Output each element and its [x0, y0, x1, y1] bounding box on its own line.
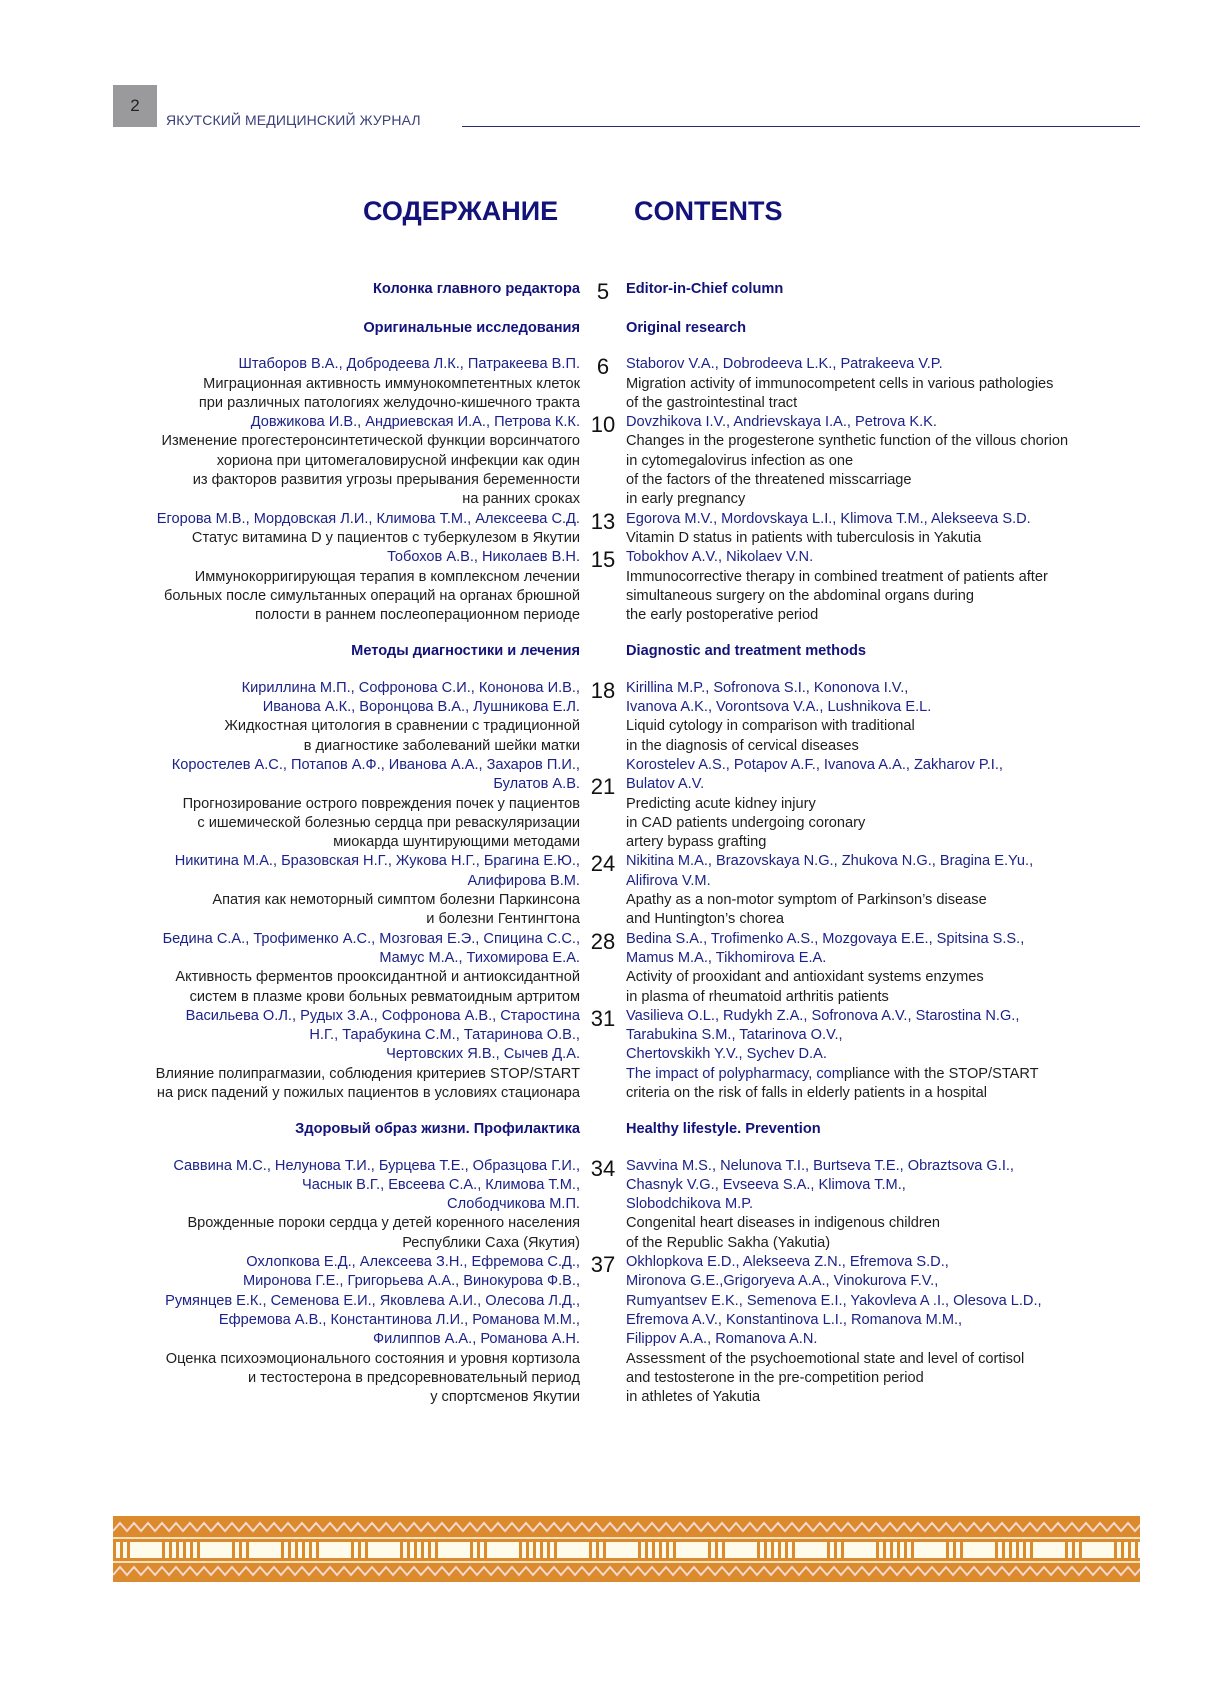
entry-title-en[interactable]: Vitamin D status in patients with tuberculosis in Yakutia	[626, 529, 982, 546]
entry-authors-en[interactable]: Ivanova A.K., Vorontsova V.A., Lushnikova E.L.	[626, 699, 932, 716]
ornament-bar	[533, 1542, 536, 1558]
ornament-bar	[470, 1542, 473, 1558]
page-ref: 31	[590, 1005, 616, 1031]
toc-section	[0, 319, 1208, 625]
toc-entry[interactable]	[0, 413, 1208, 509]
ornament-bar	[120, 1542, 123, 1558]
page-ref: 34	[590, 1155, 616, 1181]
ornament-bar	[400, 1542, 403, 1558]
entry-title-en[interactable]: Assessment of the psychoemotional state and level of cortisol	[626, 1350, 1025, 1367]
ornament-bar	[876, 1542, 879, 1558]
entry-title-ru[interactable]: и болезни Гентингтона	[426, 911, 580, 928]
entry-authors-en[interactable]: Slobodchikova M.P.	[626, 1196, 754, 1213]
toc-entry[interactable]	[0, 1157, 1208, 1253]
entry-title-ru[interactable]: хориона при цитомегаловирусной инфекции как один	[216, 452, 580, 469]
ornament-bar	[841, 1542, 844, 1558]
ornament-bar	[162, 1542, 165, 1558]
entry-title-ru[interactable]: при различных патологиях желудочно-кишечного тракта	[198, 394, 580, 411]
entry-title-en[interactable]: Predicting acute kidney injury	[626, 795, 816, 812]
entry-title-en[interactable]: the early postoperative period	[626, 607, 819, 624]
entry-title-en[interactable]	[626, 1065, 1186, 1084]
entry-title-en[interactable]: of the factors of the threatened misscarriage	[626, 472, 912, 489]
ornament-bar	[246, 1542, 249, 1558]
entry-title-ru[interactable]: Иммунокорригирующая терапия в комплексном лечении	[194, 568, 580, 585]
ornament-bar	[764, 1542, 767, 1558]
entry-authors-en[interactable]: Egorova M.V., Mordovskaya L.I., Klimova T.M., Alekseeva S.D.	[626, 510, 1031, 527]
entry-title-en[interactable]: in CAD patients undergoing coronary	[626, 814, 866, 831]
entry-authors-en[interactable]: Nikitina M.A., Brazovskaya N.G., Zhukova N.G., Bragina E.Yu.,	[626, 853, 1034, 870]
entry-title-en[interactable]: simultaneous surgery on the abdominal organs during	[626, 587, 975, 604]
entry-authors-en[interactable]: Bulatov A.V.	[626, 776, 705, 793]
toc-entry[interactable]	[0, 852, 1208, 929]
ornament-bar	[904, 1542, 907, 1558]
entry-authors-ru[interactable]: Булатов А.В.	[493, 776, 580, 793]
ornament-bar	[1079, 1542, 1082, 1558]
entry-title-en[interactable]: criteria on the risk of falls in elderly patients in a hospital	[626, 1084, 987, 1101]
entry-authors-en[interactable]: Chertovskikh Y.V., Sychev D.A.	[626, 1046, 827, 1063]
page-ref: 37	[590, 1252, 616, 1278]
ornament-bar	[295, 1542, 298, 1558]
ornament-bar	[792, 1542, 795, 1558]
ornament-bar	[883, 1542, 886, 1558]
entry-title-ru[interactable]: полости в раннем послеоперационном периоде	[254, 607, 580, 624]
toc-entry[interactable]	[0, 1007, 1208, 1103]
entry-authors-ru[interactable]: Ефремова А.В., Константинова Л.И., Романова М.М.,	[218, 1311, 580, 1328]
entry-title-en[interactable]: Activity of prooxidant and antioxidant systems enzymes	[626, 969, 984, 986]
entry-authors-en[interactable]: Savvina M.S., Nelunova T.I., Burtseva T.E., Obraztsova G.I.,	[626, 1157, 1014, 1174]
entry-title-ru[interactable]: Активность ферментов прооксидантной и антиоксидантной	[175, 969, 580, 986]
ornament-bar	[302, 1542, 305, 1558]
entry-title-ru[interactable]: систем в плазме крови больных ревматоидным артритом	[189, 988, 580, 1005]
toc-entry[interactable]	[0, 756, 1208, 852]
section-heading-en: Diagnostic and treatment methods	[626, 643, 867, 660]
ornament-bar	[652, 1542, 655, 1558]
entry-title-en-blue-part[interactable]: The impact of polypharmacy, com	[626, 1065, 844, 1082]
entry-authors-en[interactable]: Tarabukina S.M., Tatarinova O.V.,	[626, 1027, 843, 1044]
ornament-bar	[778, 1542, 781, 1558]
ornament-bar	[946, 1542, 949, 1558]
entry-title-ru[interactable]: Жидкостная цитология в сравнении с традиционной	[224, 718, 580, 735]
ornament-bar	[785, 1542, 788, 1558]
entry-title-en[interactable]: in plasma of rheumatoid arthritis patients	[626, 988, 889, 1005]
entry-title-ru[interactable]: Апатия как немоторный симптом болезни Паркинсона	[212, 892, 580, 909]
entry-title-ru[interactable]: в диагностике заболеваний шейки матки	[303, 737, 580, 754]
entry-authors-ru[interactable]: Егорова М.В., Мордовская Л.И., Климова Т.М., Алексеева С.Д.	[156, 510, 580, 527]
entry-title-en[interactable]: of the Republic Sakha (Yakutia)	[626, 1234, 831, 1251]
entry-title-ru[interactable]: и тестостерона в предсоревновательный период	[247, 1369, 580, 1386]
ornament-bar	[715, 1542, 718, 1558]
page-ref: 21	[590, 774, 616, 800]
ornament-bar	[771, 1542, 774, 1558]
entry-authors-ru[interactable]: Васильева О.Л., Рудых З.А., Софронова А.В., Старостина	[185, 1007, 580, 1024]
section-heading-ru: Здоровый образ жизни. Профилактика	[295, 1121, 580, 1138]
ornament-bar	[197, 1542, 200, 1558]
ornament-bar	[127, 1542, 130, 1558]
entry-title-ru[interactable]: на ранних сроках	[462, 491, 580, 508]
entry-title-en-dark-part[interactable]: pliance with the STOP/START	[843, 1065, 1039, 1082]
ornament-bar	[358, 1542, 361, 1558]
entry-title-en[interactable]: Migration activity of immunocompetent cells in various pathologies	[626, 375, 1054, 392]
ornament-bar	[176, 1542, 179, 1558]
page-number: 2	[130, 96, 140, 115]
ornament-bar	[995, 1542, 998, 1558]
entry-authors-en[interactable]: Tobokhov A.V., Nikolaev V.N.	[626, 549, 814, 566]
page-ref: 15	[590, 547, 616, 573]
ornament-border	[113, 1516, 1140, 1582]
ornament-bar	[428, 1542, 431, 1558]
ornament-bar	[596, 1542, 599, 1558]
ornament-bar	[827, 1542, 830, 1558]
ornament-bar	[407, 1542, 410, 1558]
page-ref: 10	[590, 412, 616, 438]
ornament-inner-strip	[113, 1542, 1140, 1558]
page-ref: 24	[590, 851, 616, 877]
entry-title-en[interactable]: artery bypass grafting	[626, 834, 767, 851]
ornament-bar	[190, 1542, 193, 1558]
entry-title-ru[interactable]: с ишемической болезнью сердца при реваскуляризации	[197, 814, 580, 831]
ornament-bar	[484, 1542, 487, 1558]
ornament-bar	[414, 1542, 417, 1558]
ornament-bar	[666, 1542, 669, 1558]
entry-title-en[interactable]: in cytomegalovirus infection as one	[626, 452, 854, 469]
entry-authors-ru[interactable]: Иванова А.К., Воронцова В.А., Лушникова Е.Л.	[262, 699, 580, 716]
entry-authors-ru[interactable]: Чертовских Я.В., Сычев Д.А.	[386, 1046, 580, 1063]
header-rule	[462, 126, 1140, 127]
section-heading-en: Original research	[626, 320, 747, 336]
ornament-bar	[953, 1542, 956, 1558]
toc-entry[interactable]	[0, 930, 1208, 1007]
entry-authors-ru[interactable]: Бедина С.А., Трофименко А.С., Мозговая Е.Э., Спицина С.С.,	[162, 930, 580, 947]
ornament-bar	[757, 1542, 760, 1558]
entry-title-ru[interactable]: Оценка психоэмоционального состояния и уровня кортизола	[165, 1350, 580, 1367]
page-ref: 28	[590, 928, 616, 954]
entry-title-en[interactable]: Liquid cytology in comparison with traditional	[626, 718, 915, 735]
editor-column-en[interactable]: Editor-in-Chief column	[626, 281, 784, 297]
section-heading-ru: Оригинальные исследования	[363, 320, 580, 336]
entry-title-en[interactable]: in the diagnosis of cervical diseases	[626, 737, 859, 754]
entry-title-en[interactable]: Congenital heart diseases in indigenous children	[626, 1215, 940, 1232]
ornament-bar	[1009, 1542, 1012, 1558]
entry-authors-en[interactable]: Mamus M.A., Tikhomirova E.A.	[626, 949, 827, 966]
ornament-bar	[421, 1542, 424, 1558]
ornament-bar	[316, 1542, 319, 1558]
table-of-contents	[0, 280, 1208, 1424]
entry-title-ru[interactable]: у спортсменов Якутии	[430, 1389, 580, 1406]
ornament-bar	[645, 1542, 648, 1558]
entry-authors-ru[interactable]: Миронова Г.Е., Григорьева А.А., Винокурова Ф.В.,	[242, 1273, 580, 1290]
entry-authors-en[interactable]: Vasilieva O.L., Rudykh Z.A., Sofronova A.V., Starostina N.G.,	[626, 1007, 1020, 1024]
entry-authors-en[interactable]: Staborov V.A., Dobrodeeva L.K., Patrakeeva V.P.	[626, 356, 943, 373]
ornament-bar	[554, 1542, 557, 1558]
ornament-bar	[638, 1542, 641, 1558]
ornament-bar	[603, 1542, 606, 1558]
toc-section	[0, 642, 1208, 1103]
entry-authors-ru[interactable]: Тобохов А.В., Николаев В.Н.	[387, 549, 580, 566]
entry-authors-ru[interactable]: Кириллина М.П., Софронова С.И., Кононова И.В.,	[241, 679, 580, 696]
page-ref: 18	[590, 677, 616, 703]
entry-authors-ru[interactable]: Штаборов В.А., Добродеева Л.К., Патракеева В.П.	[238, 356, 580, 373]
entry-authors-ru[interactable]: Мамус М.А., Тихомирова Е.А.	[379, 949, 580, 966]
section-heading-en: Healthy lifestyle. Prevention	[626, 1121, 821, 1138]
entry-title-ru[interactable]: Влияние полипрагмазии, соблюдения критериев STOP/START	[155, 1065, 580, 1082]
entry-title-ru[interactable]: миокарда шунтирующими методами	[333, 834, 580, 851]
entry-authors-en[interactable]: Chasnyk V.G., Evseeva S.A., Klimova T.M.,	[626, 1176, 906, 1193]
ornament-bar	[659, 1542, 662, 1558]
ornament-bar	[897, 1542, 900, 1558]
toc-entry[interactable]	[0, 548, 1208, 625]
entry-authors-ru[interactable]: Довжикова И.В., Андриевская И.А., Петрова К.К.	[250, 414, 580, 431]
entry-title-en[interactable]: Immunocorrective therapy in combined treatment of patients after	[626, 568, 1048, 585]
ornament-bar	[526, 1542, 529, 1558]
editor-column-ru[interactable]: Колонка главного редактора	[372, 281, 580, 297]
contents-title-en: CONTENTS	[634, 196, 783, 226]
entry-title-ru[interactable]: из факторов развития угрозы прерывания беременности	[192, 472, 580, 489]
entry-title-en[interactable]: and Huntington’s chorea	[626, 911, 784, 928]
ornament-bar	[589, 1542, 592, 1558]
entry-authors-ru[interactable]: Охлопкова Е.Д., Алексеева З.Н., Ефремова С.Д.,	[246, 1254, 580, 1271]
ornament-bar	[309, 1542, 312, 1558]
entry-authors-en[interactable]: Kirillina M.P., Sofronova S.I., Kononova I.V.,	[626, 679, 909, 696]
ornament-bar	[547, 1542, 550, 1558]
entry-authors-ru[interactable]: Коростелев А.С., Потапов А.Ф., Иванова А.А., Захаров П.И.,	[171, 756, 580, 773]
ornament-bar	[169, 1542, 172, 1558]
toc-entry[interactable]	[0, 355, 1208, 413]
editor-column-entry[interactable]	[0, 280, 1208, 302]
ornament-bar	[351, 1542, 354, 1558]
entry-authors-ru[interactable]: Филиппов А.А., Романова А.Н.	[372, 1331, 580, 1348]
entry-authors-en[interactable]: Filippov A.A., Romanova A.N.	[626, 1331, 818, 1348]
entry-title-en[interactable]: Apathy as a non-motor symptom of Parkinson’s disease	[626, 892, 987, 909]
entry-authors-en[interactable]: Dovzhikova I.V., Andrievskaya I.A., Petrova K.K.	[626, 414, 937, 431]
ornament-bar	[911, 1542, 914, 1558]
entry-authors-ru[interactable]: Часнык В.Г., Евсеева С.А., Климова Т.М.,	[302, 1176, 580, 1193]
entry-title-en[interactable]: in early pregnancy	[626, 491, 746, 508]
entry-title-ru[interactable]: Республики Саха (Якутия)	[402, 1234, 580, 1251]
ornament-bar	[1002, 1542, 1005, 1558]
ornament-bar	[281, 1542, 284, 1558]
entry-title-ru[interactable]: Врожденные пороки сердца у детей коренного населения	[187, 1215, 580, 1232]
ornament-bar	[540, 1542, 543, 1558]
entry-authors-en[interactable]: Alifirova V.M.	[626, 872, 711, 889]
ornament-bar	[890, 1542, 893, 1558]
contents-title-ru: СОДЕРЖАНИЕ	[363, 196, 559, 226]
ornament-bar	[232, 1542, 235, 1558]
ornament-bar	[435, 1542, 438, 1558]
ornament-bar	[1030, 1542, 1033, 1558]
ornament-bar	[960, 1542, 963, 1558]
entry-authors-ru[interactable]: Алифирова В.М.	[467, 872, 580, 889]
ornament-bar	[477, 1542, 480, 1558]
entry-authors-en[interactable]: Efremova A.V., Konstantinova L.I., Romanova M.M.,	[626, 1311, 963, 1328]
ornament-bar	[1016, 1542, 1019, 1558]
ornament-bar	[834, 1542, 837, 1558]
entry-title-en[interactable]: of the gastrointestinal tract	[626, 394, 798, 411]
ornament-bar	[1065, 1542, 1068, 1558]
entry-title-en[interactable]: Changes in the progesterone synthetic function of the villous chorion	[626, 433, 1069, 450]
toc-section	[0, 1120, 1208, 1407]
ornament-bar	[1114, 1542, 1117, 1558]
entry-authors-ru[interactable]: Румянцев Е.К., Семенова Е.И., Яковлева А.И., Олесова Л.Д.,	[165, 1292, 580, 1309]
ornament-bar	[1023, 1542, 1026, 1558]
toc-entry[interactable]	[0, 679, 1208, 756]
ornament-bar	[288, 1542, 291, 1558]
toc-entry[interactable]	[0, 510, 1208, 549]
ornament-bar	[1128, 1542, 1131, 1558]
entry-title-ru[interactable]: Прогнозирование острого повреждения почек у пациентов	[182, 795, 580, 812]
section-heading-ru: Методы диагностики и лечения	[351, 643, 580, 660]
entry-authors-ru[interactable]: Саввина М.С., Нелунова Т.И., Бурцева Т.Е., Образцова Г.И.,	[173, 1157, 580, 1174]
journal-title: ЯКУТСКИЙ МЕДИЦИНСКИЙ ЖУРНАЛ	[166, 112, 421, 128]
entry-authors-en[interactable]: Okhlopkova E.D., Alekseeva Z.N., Efremova S.D.,	[626, 1254, 949, 1271]
ornament-bar	[365, 1542, 368, 1558]
entry-authors-en[interactable]: Bedina S.A., Trofimenko A.S., Mozgovaya E.E., Spitsina S.S.,	[626, 930, 1025, 947]
ornament-bar	[708, 1542, 711, 1558]
entry-title-ru[interactable]: Статус витамина D у пациентов с туберкулезом в Якутии	[191, 529, 580, 546]
toc-entry[interactable]	[0, 1253, 1208, 1407]
entry-title-ru[interactable]: больных после симультанных операций на органах брюшной	[163, 587, 580, 604]
entry-authors-en[interactable]: Korostelev A.S., Potapov A.F., Ivanova A.A., Zakharov P.I.,	[626, 756, 1003, 773]
entry-authors-en[interactable]: Mironova G.E.,Grigoryeva A.A., Vinokurova F.V.,	[626, 1273, 939, 1290]
entry-title-en[interactable]: and testosterone in the pre-competition period	[626, 1369, 924, 1386]
ornament-bar	[1135, 1542, 1138, 1558]
entry-authors-ru[interactable]: Н.Г., Тарабукина С.М., Татаринова О.В.,	[309, 1027, 580, 1044]
entry-title-ru[interactable]: Изменение прогестеронсинтетической функции ворсинчатого	[161, 433, 580, 450]
entry-title-ru[interactable]: на риск падений у пожилых пациентов в условиях стационара	[156, 1084, 580, 1101]
page-ref: 5	[596, 279, 610, 304]
entry-authors-ru[interactable]: Никитина М.А., Бразовская Н.Г., Жукова Н.Г., Брагина Е.Ю.,	[174, 853, 580, 870]
entry-title-en[interactable]: in athletes of Yakutia	[626, 1389, 761, 1406]
page-ref: 13	[590, 508, 616, 534]
page-number-box	[113, 85, 157, 127]
ornament-bar	[519, 1542, 522, 1558]
page-ref: 6	[596, 354, 610, 380]
ornament-bar	[1121, 1542, 1124, 1558]
ornament-bar	[239, 1542, 242, 1558]
entry-authors-en[interactable]: Rumyantsev E.K., Semenova E.I., Yakovleva A .I., Olesova L.D.,	[626, 1292, 1042, 1309]
entry-authors-ru[interactable]: Слободчикова М.П.	[447, 1196, 580, 1213]
ornament-bar	[183, 1542, 186, 1558]
ornament-bar	[722, 1542, 725, 1558]
ornament-bar	[113, 1542, 116, 1558]
ornament-bar	[1072, 1542, 1075, 1558]
entry-title-ru[interactable]: Миграционная активность иммунокомпетентных клеток	[203, 375, 580, 392]
ornament-bar	[673, 1542, 676, 1558]
